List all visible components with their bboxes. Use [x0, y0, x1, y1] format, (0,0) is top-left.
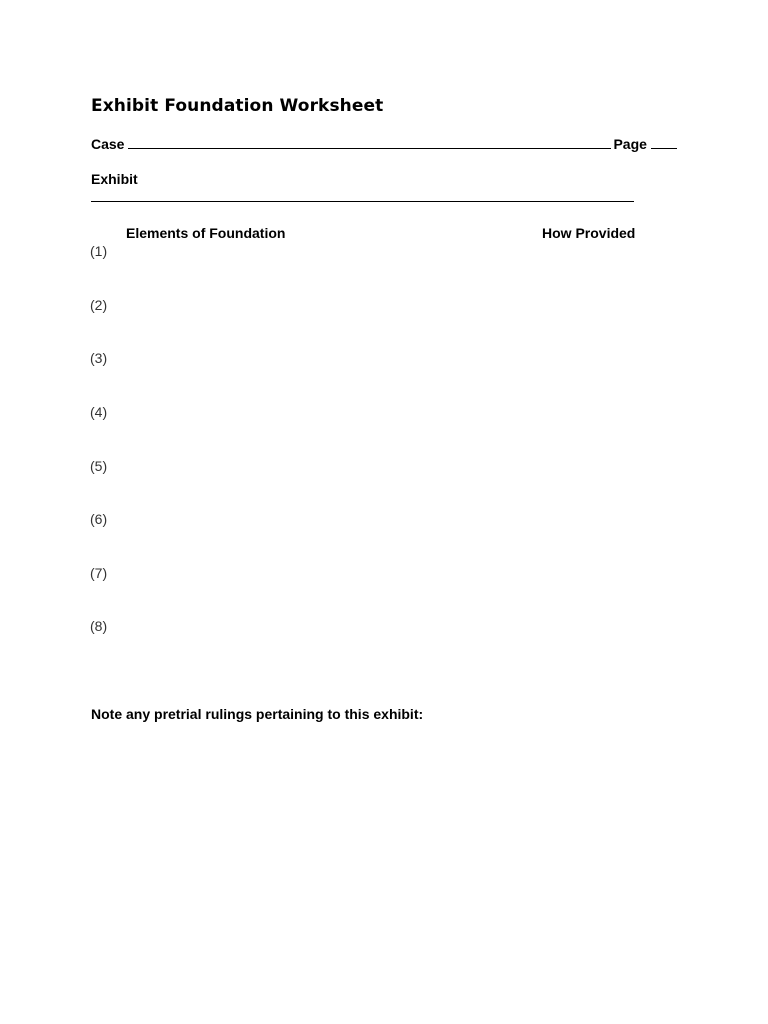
exhibit-blank-line [91, 201, 634, 202]
list-item-6: (6) [90, 511, 108, 527]
list-item-3: (3) [90, 350, 108, 366]
case-row [91, 136, 691, 152]
list-item-2: (2) [90, 297, 108, 313]
case-label: Case [91, 136, 125, 152]
page-blank-line [651, 136, 677, 149]
list-item-7: (7) [90, 565, 108, 581]
list-item-5: (5) [90, 458, 108, 474]
list-item-1: (1) [90, 243, 108, 259]
list-item-8: (8) [90, 618, 108, 634]
column-header-how-provided: How Provided [542, 225, 636, 241]
exhibit-label: Exhibit [91, 171, 138, 187]
case-blank-line [128, 136, 611, 149]
page-title: Exhibit Foundation Worksheet [91, 96, 384, 116]
page-label: Page [613, 136, 647, 152]
pretrial-rulings-note: Note any pretrial rulings pertaining to this exhibit: [91, 706, 424, 722]
column-header-elements: Elements of Foundation [126, 225, 286, 241]
list-item-4: (4) [90, 404, 108, 420]
